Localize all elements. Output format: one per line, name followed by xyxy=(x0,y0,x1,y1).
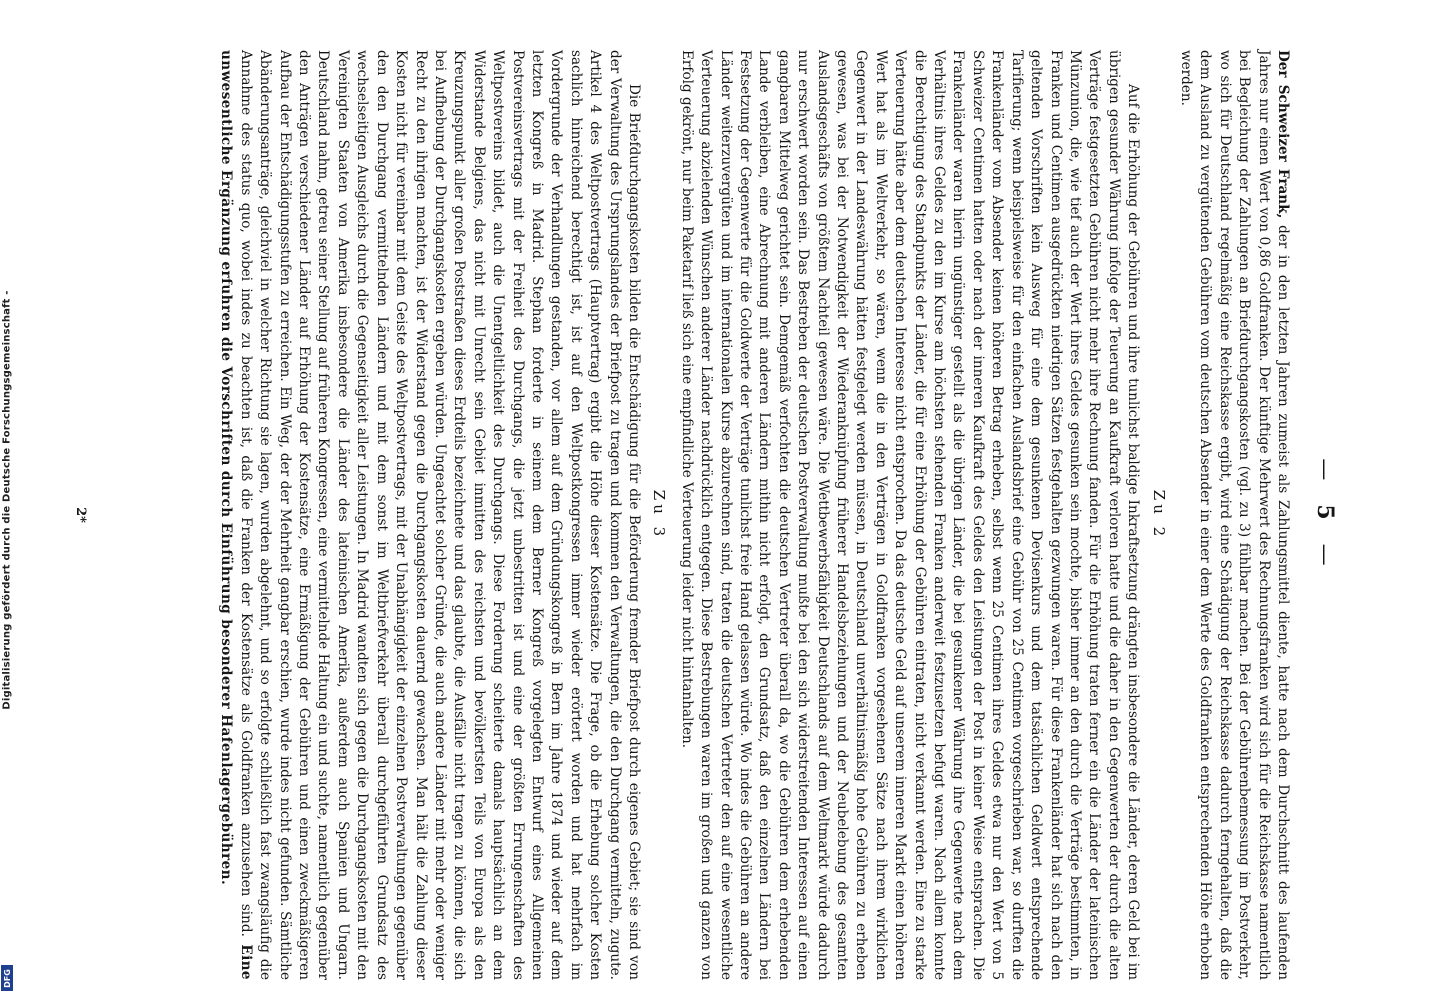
page-number: 5 xyxy=(1312,504,1338,526)
paragraph-lead: Der Schweizer Frank, xyxy=(1275,50,1291,219)
page-number-dash-left: — xyxy=(1312,458,1337,487)
paragraph-section-2: Auf die Erhöhung der Gebühren und ihre tunlichst baldige Inkraftsetzung drängten insbesondere die Länder, deren Geld bei im übrigen gesunder Währung infolge der Teuerung an Kaufkraft verloren hatte und die daher in den Gegenwerten der durch die alten Verträge festgesetzten Gebühren nicht mehr ihre Rechnung fanden. Für die Erhöhung traten ferner ein die Länder der lateinischen Münzunion, die, wie tief auch der Wert ihres Geldes gesunken sein mochte, bisher immer an den durch die Verträge bestimmten, in Franken und Centimen ausgedrückten niedrigen Sätzen festgehalten gezwungen waren. Für diese Frankenländer hat sich nach den geltenden Vorschriften kein Ausweg für eine dem gesunkenen Devisenkurs und dem tatsächlichen Geldwert entsprechende Tarifierung; wenn beispielsweise für den einfachen Auslandsbrief eine Gebühr von 25 Centimen vorgeschrieben war, so durften die Frankenländer vom Absender keinen höheren Betrag erheben, selbst wenn 25 Centimen ihres Geldes etwa nur den Wert von 5 Schweizer Centimen hatten oder nach der inneren Kaufkraft des Geldes den Leistungen der Post in keiner Weise entsprachen. Die Frankenländer waren hierin ungünstiger gestellt als die übrigen Länder, die bei gesunkener Währung ihre Gegenwerte nach dem Verhältnis ihres Geldes zu den im Kurse am höchsten stehenden Franken anderweit festzusetzen befugt waren. Nach allem konnte die Berechtigung des Standpunkts der Länder, die für eine Erhöhung der Gebühren eintraten, nicht verkannt werden. Eine zu starke Verteuerung hätte aber dem deutschen Interesse nicht entsprochen. Da das deutsche Geld auf unserem inneren Markt einen höheren Wert hat als im Weltverkehr, so wären, wenn die in den Verträgen in Goldfranken vorgesehenen Sätze nach ihrem wirklichen Gegenwert in der Landeswährung hätten festgelegt werden müssen, in Deutschland unverhältnismäßig hohe Gebühren zu erheben gewesen, was bei der Notwendigkeit der Wiederanknüpfung früherer Handelsbeziehungen und der Neubelebung des gesamten Auslandsgeschäfts von größtem Nachteil gewesen wäre. Die Wettbewerbsfähigkeit Deutschlands auf dem Weltmarkt würde dadurch nur erschwert worden sein. Das Bestreben der deutschen Postverwaltung mußte bei den sich widerstreitenden Interessen auf einen gangbaren Mittelweg gerichtet sein. Demgemäß verfochten die deutschen Vertreter überall da, wo die Gebühren dem erhebenden Lande verbleiben, eine Abrechnung mit anderen Ländern mithin nicht erfolgt, den Grundsatz, daß den einzelnen Ländern bei Festsetzung der Gegenwerte für die Goldwerte der Verträge tunlichst freie Hand gelassen würde. Wo indes die Gebühren an andere Länder weiterzuvergüten und im internationalen Kurse abzurechnen sind, traten die deutschen Vertreter den auf eine wesentliche Verteuerung abzielenden Wünschen anderer Länder nachdrücklich entgegen. Diese Bestrebungen waren im großen und ganzen von Erfolg gekrönt, nur beim Paketarif ließ sich eine empfindliche Verteuerung leider nicht hintanhalten. xyxy=(678,50,1142,980)
page-number-dash-right: — xyxy=(1312,543,1337,572)
section-heading-2: Zu 2 xyxy=(1149,489,1168,541)
digitization-credit: Digitalisierung gefördert durch die Deutsche Forschungsgemeinschaft - xyxy=(1,290,13,710)
section-heading-3: Zu 3 xyxy=(650,489,669,541)
paragraph-text: Die Briefdurchgangskosten bilden die Entschädigung für die Beförderung fremder Briefpost durch eigenes Gebiet; sie sind von der Verwaltung des Ursprungslandes der Briefpost zu tragen und kommen den Verwaltungen, die den Durchgang vermitteln, zugute. Artikel 4 des Weltpostvertrags (Hauptvertrag) ergibt die Höhe dieser Kostensätze. Die Frage, ob die Erhebung solcher Kosten sachlich hinreichend berechtigt ist, ist auf den Weltpostkongressen immer wieder erörtert worden und hat mehrfach im Vordergrunde der Verhandlungen gestanden, vor allem auf dem Gründungskongreß in Bern im Jahre 1874 und wieder auf dem letzten Kongreß in Madrid. Stephan forderte in seinem dem Berner Kongreß vorgelegten Entwurf eines Allgemeinen Postvereinsvertrags mit der Freiheit des Durchgangs, die jetzt unbestritten ist und eine der größten Errungenschaften des Weltpostvereins bildet, auch die Unentgeltlichkeit des Durchgangs. Diese Forderung scheiterte damals hauptsächlich an dem Widerstande Belgiens, das nicht mit Unrecht sein Gebiet inmitten des reichsten und bevölkertsten Teils von Europa als den Kreuzungspunkt aller großen Poststraßen dieses Erdteils bezeichnete und das glaubte, die Ausfälle nicht tragen zu können, die sich bei Aufhebung der Durchgangskosten ergeben würden. Ungeachtet solcher Gründe, die auch andere Länder mit mehr oder weniger Recht zu den ihrigen machten, ist der Widerstand gegen die Durchgangskosten dauernd gewachsen. Man hält die Zahlung dieser Kosten nicht für vereinbar mit dem Geiste des Weltpostvertrags, mit der Unabhängigkeit der einzelnen Postverwaltungen gegenüber den den Durchgang vermittelnden Ländern und mit dem sonst im Weltbriefverkehr überall durchgeführten Grundsatz des wechselseitigen Ausgleichs durch die Gegenseitigkeit aller Leistungen. In Madrid wandten sich gegen die Durchgangskosten mit den Vereinigten Staaten von Amerika insbesondere die Länder des lateinischen Amerika, außerdem auch Spanien und Ungarn. Deutschland nahm, getreu seiner Stellung auf früheren Kongressen, eine vermittelnde Haltung ein und suchte, namentlich gegenüber den Anträgen verschiedener Länder auf Erhöhung der Kostensätze, eine Ermäßigung der Gebühren und einen zweckmäßigeren Aufbau der Entschädigungsstufen zu erreichen. Ein Weg, der der Mehrheit gangbar erschien, wurde indes nicht gefunden. Sämtliche Abänderungsanträge, gleichviel in welcher Richtung sie lagen, wurden abgelehnt, und so erfolgte schließlich fast zwangsläufig die Annahme des status quo, wobei indes zu beachten ist, daß die Franken der Kostensätze als Goldfranken anzusehen sind. xyxy=(237,50,642,980)
page-body xyxy=(216,50,1292,980)
sheet-signature-mark: 2* xyxy=(73,507,88,523)
paragraph-text: der in den letzten Jahren zumeist als Zahlungsmittel diente, hatte nach dem Durchschnitt des laufenden Jahres nur einen Wert von 0,86 Goldfranken. Der künftige Mehrwert des Rechnungsfranken wird sich für die Reichskasse namentlich bei Begleichung der Zahlungen an Briefdurchgangskosten (vgl. zu 3) fühlbar machen. Bei der Gebührenbemessung im Postverkehr, wo sich für Deutschland regelmäßig eine Reichskasse ergibt, wird eine Schädigung der Reichskasse dadurch ferngehalten, daß die dem Ausland zu vergütenden Gebühren vom deutschen Absender in einer dem Werte des Goldfranken entsprechenden Höhe erhoben werden. xyxy=(1177,50,1291,980)
paragraph-section-3 xyxy=(216,50,643,980)
scanned-page xyxy=(32,50,1352,980)
paragraph-swiss-franc xyxy=(1176,50,1292,980)
paragraph-emphasis: Eine unwesentliche Ergänzung erfuhren die Vorschriften durch Einführung besonderer Hafenlagergebühren. xyxy=(218,50,254,980)
dfg-logo-text: DFG xyxy=(2,968,12,988)
page-number-line xyxy=(1312,50,1338,980)
